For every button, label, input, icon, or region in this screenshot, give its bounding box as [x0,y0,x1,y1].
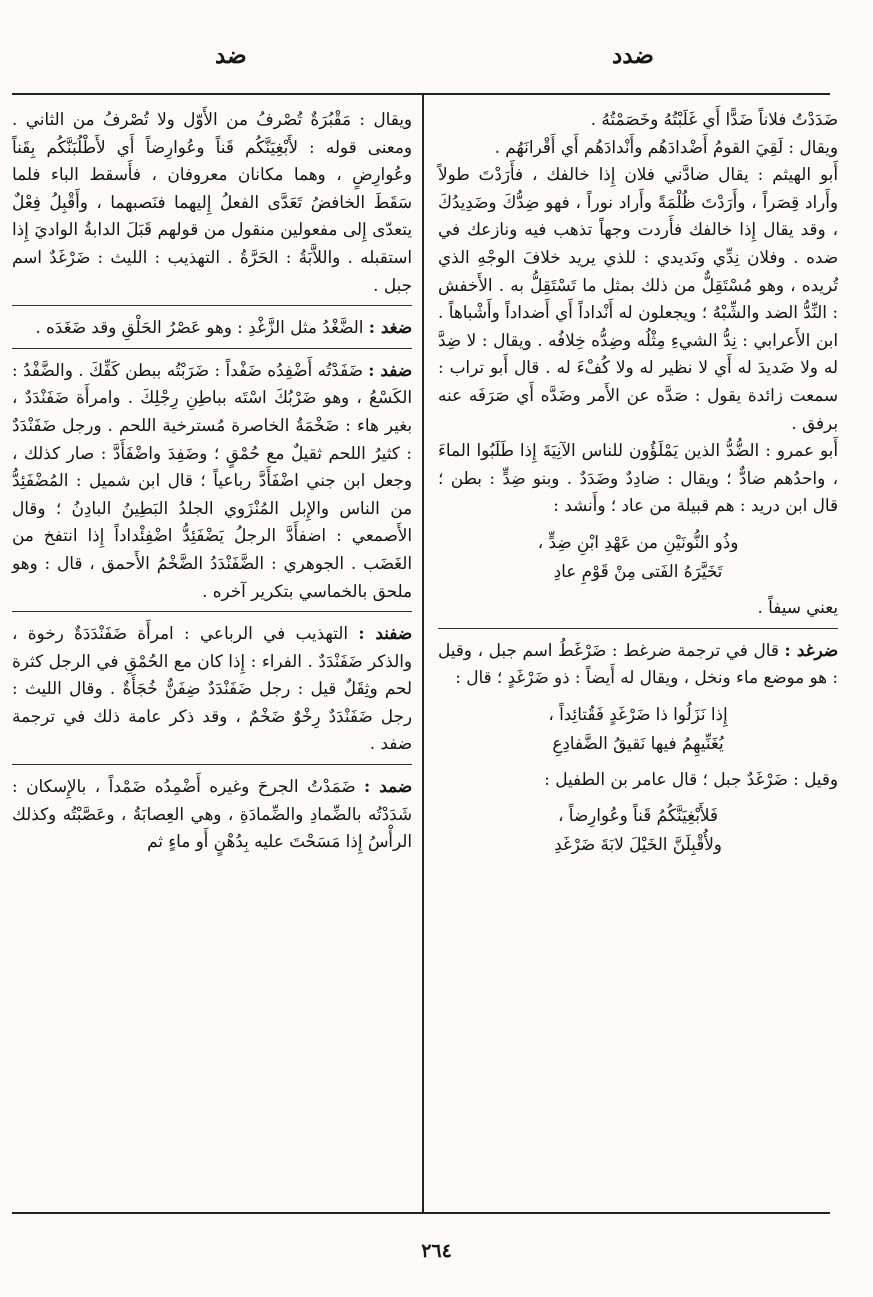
verse [438,528,838,586]
entry-headword: ضمد : [364,776,413,797]
paragraph: أَبو الهيثم : يقال ضادَّني فلان إِذا خالفك ، فأَرَدْتَ طولاً وأَراد قِصَراً ، وأَرَدْتَ ظُلْمَةً وأَراد نوراً ، فهو ضِدُّكَ وضَدِيدُكَ ، وقد يقال إِذا خالفك فأَردت وجهاً تذهب فيه ونازعك في ضده . وفلان نِدِّي ونَديدي : للذي يريد خلافَ الوجْهِ الذي تُريده ، وهو مُسْتَقِلٌّ من ذلك بمثل ما تَسْتَقِلُّ به . الأَخفش : النِّدُّ الضد والشِّبْهُ ؛ ويجعلون له أَنْداداً أَي أَضداداً وأَشْباهاً . ابن الأَعرابي : نِدُّ الشيءِ مِثْلُه وضِدُّه خِلافُه . ويقال : لا ضِدَّ له ولا ضَديدَ له أَي لا نظير له ولا كُفْءَ له . قال أَبو تراب : سمعت زائدة يقول : صَدَّه عن الأَمر وضَدَّه أَي صَرَفَه عنه برفق . [438,164,838,433]
entry-text: الضَّغْدُ مثل الزَّغْدِ : وهو عَصْرُ الحَلْقِ وقد ضَغَدَه . [35,317,364,338]
entry-headword: ضرغد : [784,639,839,660]
paragraph: ويقال : لَقِيَ القومُ أَضْدادَهُم وأَنْدادَهُم أَي أَقْرانَهُم . [494,136,838,157]
entry-separator [12,305,412,306]
entry-separator [12,348,412,349]
verse [438,700,838,758]
dictionary-entry [12,773,412,856]
entry-text: ضَمَدْتُ الجرحَ وغيره أَضْمِدُه ضَمْداً ، بالإِسكان : شَدَدْتُه بالضِّمادِ والضِّمادَةِ ، وهي العِصابَةُ ، وعَصَّبْتُه وكذلك الرأْسُ إِذا مَسَحْتَ عليه بِدُهْنٍ أَو ماءٍ ثم [12,776,412,852]
entry-separator [12,611,412,612]
verse-line: وذُو النُّونَيْنِ من عَهْدِ ابْنِ ضِدٍّ ، [537,531,739,552]
entry-separator [438,628,838,629]
entry-separator [12,764,412,765]
entry-headword: ضفند : [358,623,412,644]
entry-text: ضَفَدْتُه أَضْفِدُه ضَفْداً : ضَرَبْتُه ببطن كَفِّكَ . والضَّفْدُ : الكَسْعُ ، وهو ضَرْبُكَ اسْتَه بباطِنِ رِجْلِكَ . وامرأَة ضَفَنْدَدٌ ، بغير هاء : ضَخْمَةُ الخاصرة مُسترخية اللحم . ورجل ضَفَنْدَدٌ : كثيرُ اللحم ثقيلٌ مع حُمْقٍ ؛ وضَفِدَ واضْفَأَدَّ : صار كذلك ، وجعل ابن جني اضْفَأَدَّ رباعياً ؛ قال ابن شميل : المُضْفَئِدُّ من الناس والإِبل المُنْزَوي الجلدُ البَطِينُ البادِنُ ؛ وقال الأَصمعي : اضفأَدَّ الرجلُ يَضْفَئِدُّ اضْفِئْداداً إِذا انتفخ من الغَضَب . الجوهري : الضَّفَنْدَدُ الضَّخْمُ الأَحمق ، قال : وهو ملحق بالخماسي بتكرير آخره . [12,359,412,601]
entry-headword: ضفد : [368,359,412,380]
entry-headword: ضغد : [368,317,412,338]
header-rule [12,93,830,95]
dictionary-entry [12,620,412,758]
paragraph: يعني سيفاً . [757,596,838,617]
right-column [438,106,838,867]
entry-text: قال في ترجمة ضرغط : ضَرْغَطُ اسم جبل ، وقيل : هو موضع ماء ونخل ، ويقال له أَيضاً : ذو ضَرْغَدٍ ؛ قال : [438,639,838,688]
paragraph: ضَدَدْتُ فلاناً ضَدًّا أَي غَلَبْتُهُ وخَصَمْتُهُ . [590,109,838,129]
dictionary-entry [438,637,838,692]
dictionary-entry [12,314,412,342]
verse-line: تَخَيَّرَهُ الفَتى مِنْ قَوْمِ عادِ [553,560,723,581]
page-number: ٢٦٤ [421,1240,452,1262]
verse [438,801,838,859]
verse-line: ولأُقْبِلَنَّ الخَيْلَ لابَةَ ضَرْغَدِ [554,834,722,855]
paragraph: أَبو عمرو : الضُّدُّ الذين يَمْلَؤُون للناس الآنِيَةَ إِذا طَلَبُوا الماءَ ، واحدُهم ضادٌّ ؛ ويقال : ضادِدٌ وضَدَدٌ . وبنو ضِدٍّ : بطن ؛ قال ابن دريد : هم قبيلة من عاد ؛ وأَنشد : [438,440,838,516]
footer-rule [12,1212,830,1214]
dictionary-entry [12,357,412,605]
verse-line: إِذا نَزَلُوا ذا ضَرْغَدٍ فَقُتائِداً ، [548,703,728,724]
verse-line: فَلأَبْغِيَنَّكُمُ قَناً وعُوارِضاً ، [558,805,718,826]
running-head-right: ضدد [612,42,654,69]
paragraph: ويقال : مَقْبُرَةٌ تُصْرفُ من الأَوّل ولا تُصْرفُ من الثاني . ومعنى قوله : لأَبْغِيَنَّكُم قَناً وعُوارِضاً أَي لأَطْلُبَنَّكُم بِقَناً وعُوارِضٍ ، وهما مكانان معروفان ، فأَسقط الباء فلما سَقَطَ الخافضُ تَعَدَّى الفعلُ إِليهما فنَصبهما ، وأَقْبِلُ فِعْلٌ يتعدّى إِلى مفعولين منقول من قولهم قَبَلَ الدابةُ الواديَ إِذا استقبله . واللاَّبَةُ : الحَرَّةُ . التهذيب : الليث : ضَرْغَدٌ اسم جبل . [12,109,412,295]
running-head-left: ضد [215,42,247,69]
left-column [12,106,412,856]
column-divider [422,93,424,1212]
paragraph: وقيل : ضَرْغَدٌ جبل ؛ قال عامر بن الطفيل : [544,768,838,789]
verse-line: يُغَنِّيهِمُ فيها نَقيقُ الضَّفادِعِ [552,732,724,753]
entry-text: التهذيب في الرباعي : امرأَة ضَفَنْدَدَةٌ رخوة ، والذكر ضَفَنْدَدٌ . الفراء : إِذا كان مع الحُمْقِ في الرجل كثرة لحم وثِقَلٌ قيل : رجل ضَفَنْدَدٌ ضِفَنٌّ خُجَأَةٌ . وقال الليث : رجل ضَفَنْدَدٌ رِخْوٌ ضَخْمٌ ، وقد ذكر عامة ذلك في ترجمة ضفد . [12,623,412,754]
